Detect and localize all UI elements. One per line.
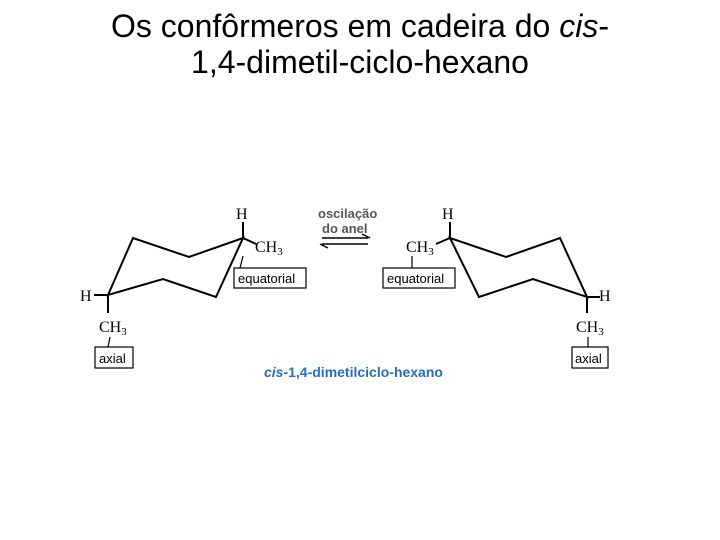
left-side-h: H xyxy=(80,288,92,305)
ring-flip-label-1: oscilação xyxy=(318,206,378,221)
right-top-h: H xyxy=(442,206,454,223)
left-axial-label: axial xyxy=(99,351,126,366)
left-axial-pointer xyxy=(108,337,110,347)
left-ch3-bottom xyxy=(99,319,127,338)
left-ch3-bottom-text: CH xyxy=(99,319,122,336)
left-ch3-top-text: CH xyxy=(255,239,278,256)
right-ch3-bottom-text: CH xyxy=(576,319,599,336)
right-ch3-top-text: CH xyxy=(406,239,429,256)
title-line-2: 1,4-dimetil-ciclo-hexano xyxy=(191,44,529,80)
left-equatorial-label: equatorial xyxy=(238,271,296,286)
left-ch3-bottom-sub: 3 xyxy=(121,326,127,338)
right-ch3-top xyxy=(406,239,434,258)
right-equatorial-label: equatorial xyxy=(387,271,445,286)
caption-rest: -1,4-dimetilciclo-hexano xyxy=(283,364,443,380)
ring-flip-label-2: do anel xyxy=(322,221,368,236)
right-chair xyxy=(436,222,600,313)
right-axial-label: axial xyxy=(575,351,602,366)
right-ch3-bottom xyxy=(576,319,604,338)
right-bond-ch3-eq xyxy=(436,238,450,244)
left-chair-labels xyxy=(80,206,306,368)
ring-flip-arrows xyxy=(320,234,370,248)
diagram-caption xyxy=(264,364,443,380)
left-equatorial-pointer xyxy=(240,256,243,268)
left-chair-ring xyxy=(108,238,243,297)
title-part1: Os confôrmeros em cadeira do xyxy=(111,8,560,44)
caption-italic-cis: cis xyxy=(264,364,284,380)
left-chair xyxy=(94,222,256,313)
right-chair-ring xyxy=(450,238,587,297)
right-side-h: H xyxy=(599,288,611,305)
title-italic-cis: cis xyxy=(559,8,599,44)
left-top-h: H xyxy=(236,206,248,223)
left-ch3-top xyxy=(255,239,283,258)
right-chair-labels xyxy=(383,206,611,368)
right-ch3-top-sub: 3 xyxy=(428,246,434,258)
right-ch3-bottom-sub: 3 xyxy=(598,326,604,338)
title-hyphen: - xyxy=(598,8,609,44)
left-ch3-top-sub: 3 xyxy=(277,246,283,258)
